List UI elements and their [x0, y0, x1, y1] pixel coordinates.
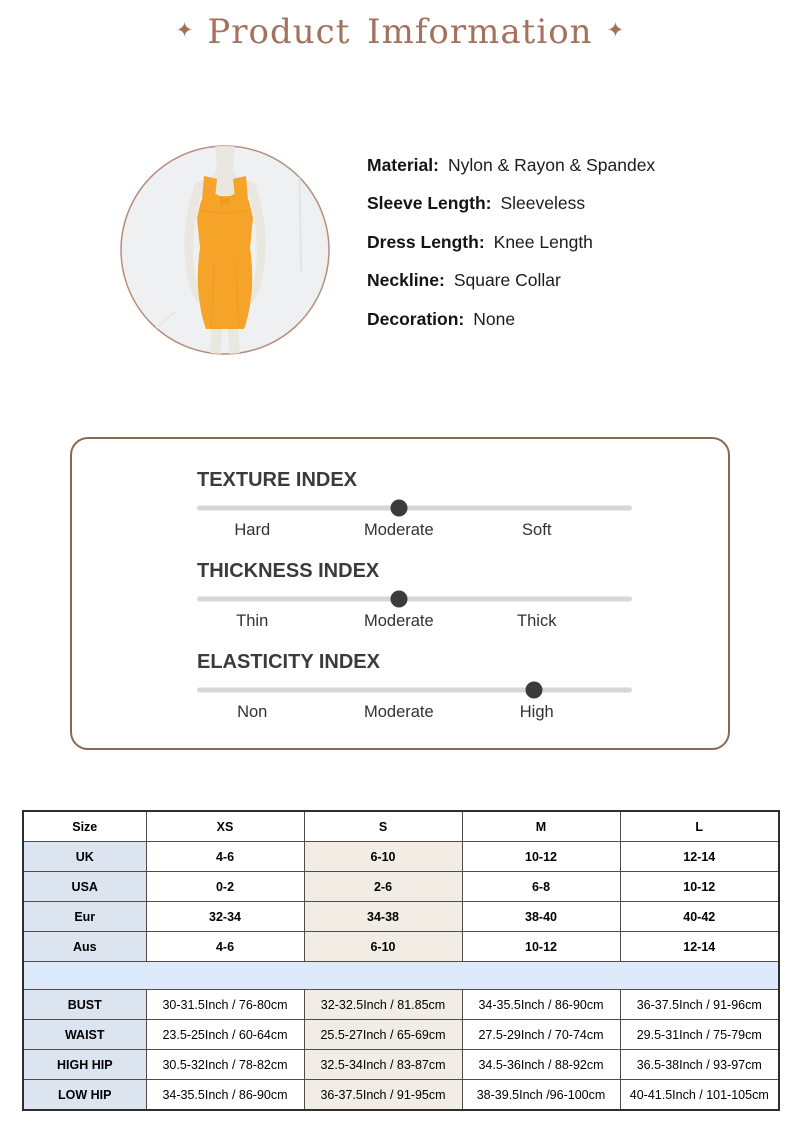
dress-photo-illustration — [118, 143, 332, 357]
size-row — [23, 932, 779, 962]
measurement-cell: 32-32.5Inch / 81.85cm — [304, 990, 462, 1020]
size-chart-table — [22, 810, 780, 1111]
product-details — [367, 146, 655, 338]
row-label: WAIST — [23, 1020, 146, 1050]
measurement-cell: 36-37.5Inch / 91-95cm — [304, 1080, 462, 1111]
index-slider — [197, 681, 632, 699]
measurement-row — [23, 1080, 779, 1111]
measurement-row — [23, 1020, 779, 1050]
detail-label: Decoration: — [367, 308, 465, 329]
size-cell: 12-14 — [620, 932, 779, 962]
size-cell: 4-6 — [146, 842, 304, 872]
size-cell: 2-6 — [304, 872, 462, 902]
detail-value: Square Collar — [453, 270, 561, 291]
page-title — [0, 12, 800, 52]
slider-label: Thin — [236, 612, 269, 630]
page-title-text: Product Imformation — [207, 12, 593, 52]
detail-line-3 — [367, 223, 655, 261]
row-label: BUST — [23, 990, 146, 1020]
index-panel — [70, 437, 730, 750]
sparkle-icon-right: ✦ — [606, 18, 625, 42]
index-slider — [197, 499, 632, 517]
size-cell: 4-6 — [146, 932, 304, 962]
detail-label: Neckline: — [367, 270, 445, 291]
measurement-cell: 29.5-31Inch / 75-79cm — [620, 1020, 779, 1050]
size-cell: 12-14 — [620, 842, 779, 872]
detail-label: Sleeve Length: — [367, 193, 492, 214]
dress-body — [197, 194, 253, 329]
row-label: Eur — [23, 902, 146, 932]
size-cell: 6-10 — [304, 842, 462, 872]
detail-value: Sleeveless — [500, 193, 586, 214]
measurement-cell: 40-41.5Inch / 101-105cm — [620, 1080, 779, 1111]
detail-line-5 — [367, 300, 655, 338]
measurement-cell: 27.5-29Inch / 70-74cm — [462, 1020, 620, 1050]
slider-dot — [525, 682, 542, 699]
index-title: THICKNESS INDEX — [197, 560, 380, 582]
measurement-row — [23, 1050, 779, 1080]
column-header: L — [620, 811, 779, 842]
size-cell: 10-12 — [462, 842, 620, 872]
row-label: HIGH HIP — [23, 1050, 146, 1080]
measurement-cell: 34.5-36Inch / 88-92cm — [462, 1050, 620, 1080]
slider-labels — [197, 612, 632, 634]
measurement-row — [23, 990, 779, 1020]
index-title: TEXTURE INDEX — [197, 469, 358, 491]
slider-dot — [390, 591, 407, 608]
slider-label: High — [519, 703, 554, 721]
detail-value: Knee Length — [493, 231, 593, 252]
product-photo — [118, 143, 332, 357]
slider-label: Moderate — [363, 703, 434, 721]
size-row — [23, 872, 779, 902]
index-panel-content — [197, 469, 632, 742]
measurement-cell: 30.5-32Inch / 78-82cm — [146, 1050, 304, 1080]
measurement-cell: 23.5-25Inch / 60-64cm — [146, 1020, 304, 1050]
size-row — [23, 902, 779, 932]
size-cell: 0-2 — [146, 872, 304, 902]
detail-value: None — [473, 308, 516, 329]
measurement-cell: 32.5-34Inch / 83-87cm — [304, 1050, 462, 1080]
column-header: XS — [146, 811, 304, 842]
sparkle-icon-left: ✦ — [175, 18, 194, 42]
measurement-cell: 36.5-38Inch / 93-97cm — [620, 1050, 779, 1080]
size-cell: 10-12 — [620, 872, 779, 902]
slider-label: Non — [237, 703, 268, 721]
row-label: Aus — [23, 932, 146, 962]
row-label: LOW HIP — [23, 1080, 146, 1111]
slider-label: Hard — [234, 521, 271, 539]
slider-label: Moderate — [363, 521, 434, 539]
spacer-cell — [23, 962, 779, 990]
detail-label: Material: — [367, 155, 439, 175]
spacer-row — [23, 962, 779, 990]
size-chart-header-row — [23, 811, 779, 842]
size-row — [23, 842, 779, 872]
detail-line-4 — [367, 261, 655, 299]
size-cell: 10-12 — [462, 932, 620, 962]
slider-track — [197, 688, 632, 693]
detail-line-1 — [367, 146, 655, 184]
index-slider — [197, 590, 632, 608]
detail-line-2 — [367, 184, 655, 222]
size-cell: 34-38 — [304, 902, 462, 932]
index-title: ELASTICITY INDEX — [197, 651, 380, 673]
slider-label: Soft — [522, 521, 552, 539]
index-section-1 — [197, 469, 632, 560]
measurement-cell: 30-31.5Inch / 76-80cm — [146, 990, 304, 1020]
slider-labels — [197, 703, 632, 725]
measurement-cell: 25.5-27Inch / 65-69cm — [304, 1020, 462, 1050]
row-label: UK — [23, 842, 146, 872]
column-header: Size — [23, 811, 146, 842]
slider-label: Moderate — [363, 612, 434, 630]
size-cell: 32-34 — [146, 902, 304, 932]
row-label: USA — [23, 872, 146, 902]
size-cell: 6-8 — [462, 872, 620, 902]
measurement-cell: 34-35.5Inch / 86-90cm — [462, 990, 620, 1020]
detail-label: Dress Length: — [367, 231, 485, 252]
slider-label: Thick — [517, 612, 557, 630]
column-header: M — [462, 811, 620, 842]
size-cell: 38-40 — [462, 902, 620, 932]
measurement-cell: 38-39.5Inch /96-100cm — [462, 1080, 620, 1111]
size-cell: 6-10 — [304, 932, 462, 962]
slider-track — [197, 506, 632, 511]
size-cell: 40-42 — [620, 902, 779, 932]
measurement-cell: 34-35.5Inch / 86-90cm — [146, 1080, 304, 1111]
column-header: S — [304, 811, 462, 842]
detail-value: Nylon & Rayon & Spandex — [447, 155, 656, 175]
slider-dot — [390, 500, 407, 517]
index-section-3 — [197, 651, 632, 742]
slider-track — [197, 597, 632, 602]
slider-labels — [197, 521, 632, 543]
index-section-2 — [197, 560, 632, 651]
measurement-cell: 36-37.5Inch / 91-96cm — [620, 990, 779, 1020]
